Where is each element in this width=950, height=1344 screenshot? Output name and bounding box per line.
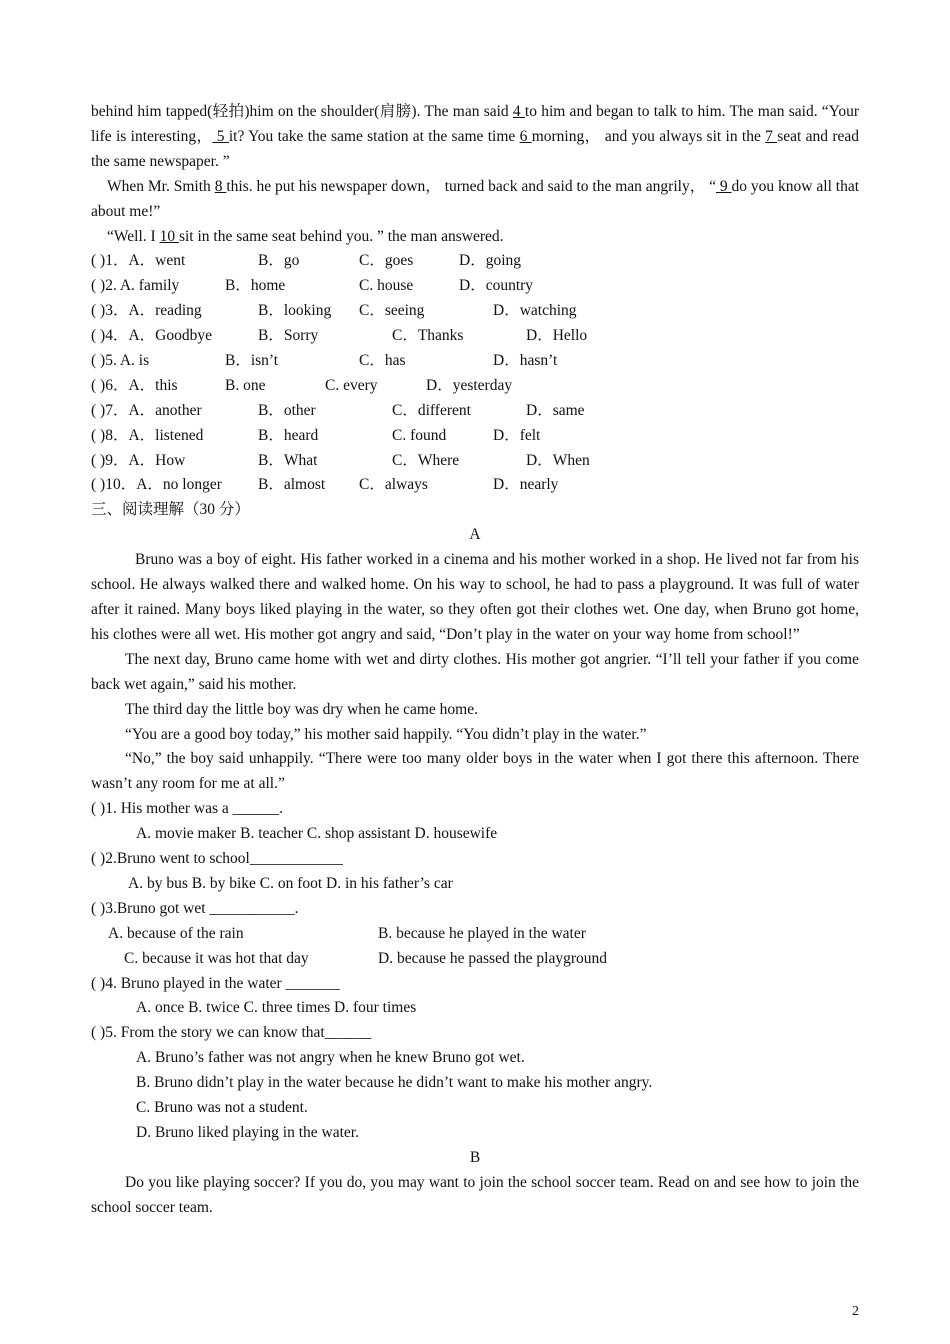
option-b: B．heard [258,426,319,444]
blank-9: 9 [716,177,732,195]
blank-8: 8 [214,177,227,195]
option-b: B. one [225,376,266,394]
question-number-option-a: ( )8．A．listened [91,426,204,444]
option-c: C．Where [392,451,460,469]
option-c: C. found [392,426,447,444]
reading-question-1: ( )1. His mother was a ______. [91,800,283,818]
reading-question-1-options: A. movie maker B. teacher C. shop assistant D. housewife [136,825,498,843]
page-number: 2 [852,1304,859,1319]
text-run: seat and read the same newspaper. ” [91,127,860,170]
question-number-option-a: ( )3．A．reading [91,302,202,320]
blank-5: 5 [212,127,229,145]
question-row [91,324,859,349]
text-run: this. he put his newspaper down， turned back and said to the man angrily， “ [226,177,716,195]
option-c: C．Thanks [392,327,464,345]
question-row [91,249,859,274]
reading-question-4-options: A. once B. twice C. three times D. four times [136,999,417,1017]
option-c: C．different [392,401,471,419]
question-number-option-a: ( )10．A．no longer [91,476,222,494]
option-d: D．felt [493,426,541,444]
text-run: “Well. I [107,227,160,245]
option-b: B．almost [258,476,326,494]
reading-question-4: ( )4. Bruno played in the water _______ [91,974,340,992]
option-c: C．goes [359,252,414,270]
text-run: to him and began to talk to him. The man said. “Your life is interesting， [91,103,859,145]
option-b: B．looking [258,302,332,320]
text-run: behind him tapped(轻拍)him on the shoulder(肩膀). The man said [91,103,513,120]
question-row [91,274,859,299]
question-number-option-a: ( )7．A．another [91,401,202,419]
text-run: it? You take the same station at the same time [228,127,520,145]
reading-question-5-option-c: C. Bruno was not a student. [136,1099,308,1117]
blank-6: 6 [519,127,532,145]
reading-question-2-options: A. by bus B. by bike C. on foot D. in his father’s car [128,874,453,892]
question-row [91,349,859,374]
option-d: D．country [459,277,534,295]
option-d: D．When [526,451,590,469]
question-number-option-a: ( )1．A．went [91,252,186,270]
passage-a-paragraph: Bruno was a boy of eight. His father worked in a cinema and his mother worked in a shop. He lived not far from his school. He always walked there and walked home. On his way to school, he had to pass a playground. It was full of water after it rained. Many boys liked playing in the water, so they often got their clothes wet. One day, when Bruno got home, his clothes were all wet. His mother got angry and said, “Don’t play in the water on your way home from school!” [91,551,859,643]
option-c: C．has [359,352,406,369]
reading-question-3: ( )3.Bruno got wet ___________. [91,899,299,917]
passage-b-label: B [469,1148,481,1166]
option-d: D．Hello [526,327,588,345]
question-row [91,299,859,324]
option-b: B．isn’t [225,352,279,369]
document-page [91,100,859,1221]
reading-question-2: ( )2.Bruno went to school____________ [91,850,343,868]
cloze-paragraph-2 [91,175,859,225]
question-row [91,374,859,399]
option-d: D．same [526,401,585,419]
option-d: D．nearly [493,476,559,494]
passage-a-paragraph: The next day, Bruno came home with wet and dirty clothes. His mother got angrier. “I’ll tell your father if you come back wet again,” said his mother. [91,650,859,693]
option-c: C．seeing [359,302,425,320]
option-c: C. every [325,376,378,394]
question-number-option-a: ( )6．A．this [91,376,178,394]
option-c: C. house [359,277,414,295]
text-run: When Mr. Smith [107,177,215,195]
question-row [91,424,859,449]
blank-10: 10 [159,227,179,245]
option-a: A. because of the rain [108,924,244,942]
text-run: sit in the same seat behind you. ” the man answered. [178,227,504,245]
reading-question-3-options-row-2 [91,947,859,972]
question-number-option-a: ( )9．A．How [91,451,186,469]
option-d: D. because he passed the playground [378,949,607,967]
passage-a-paragraph: The third day the little boy was dry when he came home. [125,700,478,718]
option-d: D．watching [493,302,577,320]
reading-section-title: 三、阅读理解（30 分） [91,501,250,519]
option-c: C．always [359,476,428,494]
option-b: B．other [258,401,316,419]
reading-question-3-options-row-1 [91,922,859,947]
cloze-questions [91,249,859,498]
passage-a-paragraph: “No,” the boy said unhappily. “There were too many older boys in the water when I got there this afternoon. There wasn’t any room for me at all.” [91,750,859,793]
text-run: morning， and you always sit in the [531,127,766,145]
question-row [91,399,859,424]
passage-a-label: A [469,526,481,544]
question-number-option-a: ( )4．A．Goodbye [91,327,212,345]
option-b: B. because he played in the water [378,924,586,942]
reading-question-5-option-b: B. Bruno didn’t play in the water because he didn’t want to make his mother angry. [136,1074,653,1092]
option-d: D．going [459,252,522,270]
reading-question-5-option-a: A. Bruno’s father was not angry when he knew Bruno got wet. [136,1049,525,1067]
question-row [91,449,859,474]
option-c: C. because it was hot that day [124,949,309,967]
question-number-option-a: ( )2. A. family [91,277,180,295]
option-b: B．go [258,252,300,270]
text-run: do you know all that about me!” [91,177,860,220]
reading-question-5: ( )5. From the story we can know that______ [91,1024,372,1042]
option-b: B．Sorry [258,327,319,345]
question-number-option-a: ( )5. A. is [91,352,150,369]
option-d: D．yesterday [426,376,513,394]
passage-a-paragraph: “You are a good boy today,” his mother said happily. “You didn’t play in the water.” [125,725,647,743]
blank-7: 7 [765,127,778,145]
option-b: B．home [225,277,286,295]
passage-b-intro: Do you like playing soccer? If you do, you may want to join the school soccer team. Read on and see how to join the school soccer team. [91,1173,859,1216]
cloze-paragraph-3 [91,225,859,250]
blank-4: 4 [512,103,525,120]
option-d: D．hasn’t [493,352,558,369]
reading-question-5-option-d: D. Bruno liked playing in the water. [136,1123,359,1141]
cloze-paragraph-1 [91,100,859,175]
option-b: B．What [258,451,318,469]
question-row [91,473,859,498]
